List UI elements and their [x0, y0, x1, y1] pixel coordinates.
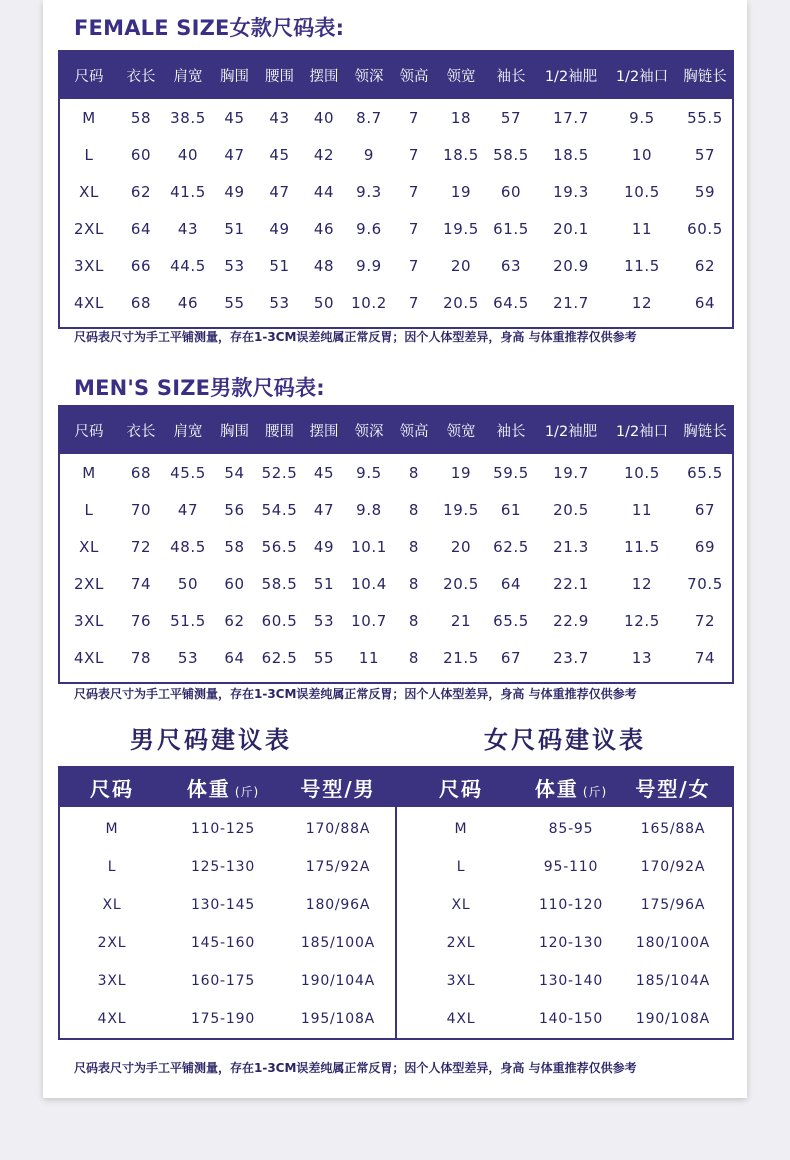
table-cell: 18.5 [553, 145, 589, 164]
table-cell: 53 [313, 611, 335, 630]
male-header-cell: 胸围 [220, 424, 249, 440]
table-cell: 165/88A [640, 821, 706, 837]
male-header-cell: 袖长 [496, 424, 526, 440]
female-recommend-header [397, 768, 732, 807]
table-cell: 64 [500, 574, 522, 593]
table-row [397, 924, 732, 962]
table-cell: 8 [408, 537, 420, 556]
table-cell: 85-95 [548, 821, 594, 837]
table-cell: 47 [177, 500, 199, 519]
table-cell: 175-190 [190, 1011, 256, 1027]
male-size-table [58, 405, 734, 684]
table-cell: 57 [694, 145, 716, 164]
table-cell: 60 [500, 182, 522, 201]
table-cell: 7 [408, 256, 420, 275]
table-cell: 10.5 [624, 182, 660, 201]
table-cell: 66 [130, 256, 152, 275]
table-cell: 4XL [74, 648, 104, 667]
table-cell: 19.7 [553, 463, 589, 482]
table-cell: 58.5 [493, 145, 529, 164]
table-cell: 51 [269, 256, 290, 275]
table-cell: 54 [224, 463, 245, 482]
table-cell: 48.5 [170, 537, 206, 556]
female-note: 尺码表尺寸为手工平铺测量，存在1-3CM误差纯属正常反胃；因个人体型差异，身高 与体重推荐仅供参考 [74, 330, 637, 344]
female-header-cell: 袖长 [496, 69, 526, 85]
table-row [60, 886, 395, 924]
table-cell: 64 [224, 648, 245, 667]
table-cell: 9 [363, 145, 375, 164]
table-cell: 40 [313, 108, 335, 127]
table-cell: 49 [269, 219, 290, 238]
table-cell: M [105, 821, 119, 837]
table-cell: 51.5 [170, 611, 206, 630]
table-cell: 70.5 [687, 574, 723, 593]
table-cell: 145-160 [190, 935, 256, 951]
table-cell: M [82, 108, 96, 127]
table-cell: 20.5 [443, 293, 479, 312]
table-cell: 8 [408, 500, 420, 519]
table-cell: 41.5 [170, 182, 206, 201]
table-cell: 51 [313, 574, 335, 593]
table-cell: 18.5 [443, 145, 479, 164]
table-cell: 185/104A [635, 973, 711, 989]
table-cell: 60.5 [261, 611, 298, 630]
table-cell: 19.5 [443, 219, 479, 238]
table-cell: 47 [269, 182, 290, 201]
table-cell: 56.5 [261, 537, 298, 556]
table-cell: 18 [450, 108, 472, 127]
table-cell: 110-125 [190, 821, 256, 837]
table-cell: 45 [269, 145, 290, 164]
table-cell: 110-120 [538, 897, 604, 913]
female-recommend-body [397, 807, 732, 1038]
table-cell: 175/92A [305, 859, 371, 875]
table-cell: 19 [450, 463, 472, 482]
table-cell: 11.5 [624, 256, 660, 275]
table-cell: 23.7 [553, 648, 589, 667]
table-cell: M [454, 821, 468, 837]
table-cell: 49 [224, 182, 245, 201]
table-cell: 45 [224, 108, 245, 127]
male-note: 尺码表尺寸为手工平铺测量，存在1-3CM误差纯属正常反胃；因个人体型差异，身高 与体重推荐仅供参考 [74, 687, 637, 701]
table-cell: 64 [694, 293, 716, 312]
table-cell: 190/108A [635, 1011, 711, 1027]
table-cell: 10.2 [351, 293, 387, 312]
table-cell: 19.3 [553, 182, 589, 201]
table-row [60, 173, 732, 210]
female-header-cell: 胸链长 [683, 69, 727, 85]
table-cell: 46 [313, 219, 335, 238]
table-cell: 11 [631, 219, 653, 238]
table-cell: 9.5 [356, 463, 382, 482]
male-header-cell: 摆围 [309, 424, 339, 440]
table-cell: 20 [450, 256, 472, 275]
female-header-cell: 领高 [399, 69, 429, 85]
table-cell: 53 [269, 293, 290, 312]
table-cell: 20.9 [553, 256, 589, 275]
table-cell: 67 [694, 500, 716, 519]
male-recommend-body [60, 807, 395, 1038]
table-cell: 78 [130, 648, 152, 667]
table-cell: 60 [224, 574, 245, 593]
table-cell: 9.5 [629, 108, 655, 127]
table-cell: XL [79, 182, 99, 201]
table-cell: 12.5 [624, 611, 660, 630]
table-cell: 46 [177, 293, 199, 312]
male-table-header [60, 407, 732, 454]
female-table-body [60, 99, 732, 327]
table-cell: 170/92A [640, 859, 706, 875]
table-cell: 20.1 [553, 219, 589, 238]
recommend-table [58, 766, 734, 1040]
table-row [60, 284, 732, 321]
table-cell: 8 [408, 611, 420, 630]
table-cell: 195/108A [300, 1011, 376, 1027]
table-cell: 9.9 [356, 256, 382, 275]
table-cell: 62 [224, 611, 245, 630]
male-header-cell: 1/2袖肥 [544, 424, 598, 440]
table-row [60, 528, 732, 565]
table-cell: 10.4 [351, 574, 387, 593]
table-cell: 65.5 [493, 611, 529, 630]
table-cell: L [456, 859, 466, 875]
table-row [60, 602, 732, 639]
male-head-weight: 体重 (斤) [186, 777, 260, 801]
table-cell: 9.8 [356, 500, 382, 519]
table-row [60, 810, 395, 848]
table-cell: 17.7 [553, 108, 589, 127]
table-cell: 3XL [74, 256, 104, 275]
table-cell: 11.5 [624, 537, 660, 556]
table-cell: 47 [224, 145, 245, 164]
table-cell: 74 [130, 574, 152, 593]
table-cell: 61 [500, 500, 522, 519]
table-cell: 20 [450, 537, 472, 556]
table-cell: 4XL [74, 293, 104, 312]
table-cell: 22.9 [553, 611, 589, 630]
table-cell: 130-140 [538, 973, 604, 989]
table-cell: 8 [408, 648, 420, 667]
table-cell: 63 [500, 256, 522, 275]
table-cell: 10.5 [624, 463, 660, 482]
table-cell: 7 [408, 108, 420, 127]
table-cell: 58 [130, 108, 152, 127]
table-cell: 10.7 [351, 611, 387, 630]
male-header-cell: 衣长 [126, 424, 156, 440]
female-head-weight: 体重 (斤) [534, 777, 608, 801]
table-cell: 44 [313, 182, 335, 201]
table-cell: 140-150 [538, 1011, 604, 1027]
table-cell: 4XL [97, 1011, 127, 1027]
table-cell: 12 [631, 574, 653, 593]
table-cell: 40 [177, 145, 199, 164]
table-cell: 55 [224, 293, 245, 312]
table-cell: 21.7 [553, 293, 589, 312]
table-cell: 49 [313, 537, 335, 556]
table-cell: 9.6 [356, 219, 382, 238]
table-cell: 62.5 [261, 648, 298, 667]
table-cell: 125-130 [190, 859, 256, 875]
table-row [60, 639, 732, 676]
table-cell: 7 [408, 145, 420, 164]
male-header-cell: 肩宽 [173, 424, 203, 440]
male-header-cell: 尺码 [74, 424, 104, 440]
female-header-cell: 胸围 [220, 69, 249, 85]
female-header-cell: 腰围 [265, 69, 294, 85]
table-cell: 8.7 [356, 108, 382, 127]
table-cell: 44.5 [170, 256, 206, 275]
table-cell: 53 [224, 256, 245, 275]
male-recommend-title: 男尺码建议表 [130, 726, 292, 754]
table-cell: 47 [313, 500, 335, 519]
table-cell: 8 [408, 463, 420, 482]
table-cell: 130-145 [190, 897, 256, 913]
table-cell: 59.5 [493, 463, 529, 482]
table-cell: 76 [130, 611, 152, 630]
table-cell: 11 [631, 500, 653, 519]
table-cell: 180/100A [635, 935, 711, 951]
table-cell: 58.5 [261, 574, 298, 593]
male-head-size: 尺码 [90, 777, 134, 801]
male-size-title: MEN'S SIZE男款尺码表: [74, 376, 325, 400]
table-cell: 22.1 [553, 574, 589, 593]
table-cell: 60.5 [687, 219, 723, 238]
table-row [60, 99, 732, 136]
female-recommend-half [395, 768, 732, 1038]
table-cell: 48 [313, 256, 335, 275]
table-cell: 65.5 [687, 463, 723, 482]
table-cell: 175/96A [640, 897, 706, 913]
recommend-note: 尺码表尺寸为手工平铺测量，存在1-3CM误差纯属正常反胃；因个人体型差异，身高 与体重推荐仅供参考 [74, 1061, 637, 1075]
table-cell: 180/96A [305, 897, 371, 913]
table-cell: 2XL [97, 935, 127, 951]
male-header-cell: 1/2袖口 [615, 424, 669, 440]
table-row [397, 1000, 732, 1038]
table-cell: 3XL [97, 973, 127, 989]
table-row [397, 886, 732, 924]
table-cell: 160-175 [190, 973, 256, 989]
female-table-header [60, 52, 732, 99]
table-cell: 9.3 [356, 182, 382, 201]
table-row [60, 848, 395, 886]
table-row [397, 848, 732, 886]
female-head-size: 尺码 [439, 777, 483, 801]
table-cell: 3XL [74, 611, 104, 630]
table-cell: 62 [130, 182, 152, 201]
table-cell: 62 [694, 256, 716, 275]
table-cell: L [84, 145, 94, 164]
table-cell: 62.5 [493, 537, 529, 556]
table-cell: 190/104A [300, 973, 376, 989]
table-cell: 55 [313, 648, 335, 667]
table-cell: 21.5 [443, 648, 479, 667]
table-cell: 55.5 [687, 108, 723, 127]
table-cell: 10 [631, 145, 653, 164]
table-cell: XL [79, 537, 99, 556]
table-cell: 12 [631, 293, 653, 312]
table-row [60, 491, 732, 528]
table-cell: XL [102, 897, 122, 913]
table-cell: 120-130 [538, 935, 604, 951]
table-row [60, 136, 732, 173]
table-cell: 61.5 [493, 219, 529, 238]
table-row [60, 565, 732, 602]
female-header-cell: 衣长 [126, 69, 156, 85]
table-cell: 42 [313, 145, 335, 164]
table-cell: 11 [358, 648, 380, 667]
male-recommend-half [60, 768, 395, 1038]
table-cell: 21.3 [553, 537, 589, 556]
table-cell: XL [451, 897, 471, 913]
table-cell: 45.5 [170, 463, 206, 482]
male-table-body [60, 454, 732, 682]
table-cell: 170/88A [305, 821, 371, 837]
table-cell: 4XL [446, 1011, 476, 1027]
table-cell: 43 [177, 219, 199, 238]
table-cell: 19 [450, 182, 472, 201]
table-cell: 43 [269, 108, 290, 127]
table-cell: 2XL [74, 219, 104, 238]
female-size-title: FEMALE SIZE女款尺码表: [74, 16, 345, 40]
female-header-cell: 摆围 [309, 69, 339, 85]
table-cell: 69 [694, 537, 716, 556]
table-cell: 7 [408, 293, 420, 312]
female-head-type: 号型/女 [635, 777, 711, 801]
table-cell: 72 [130, 537, 152, 556]
table-cell: L [84, 500, 94, 519]
table-cell: 50 [313, 293, 335, 312]
table-cell: 185/100A [300, 935, 376, 951]
table-cell: 59 [694, 182, 716, 201]
table-cell: 50 [177, 574, 199, 593]
male-recommend-header [60, 768, 395, 807]
table-cell: 51 [224, 219, 245, 238]
table-cell: 56 [224, 500, 245, 519]
table-cell: 7 [408, 182, 420, 201]
table-row [397, 810, 732, 848]
female-size-table [58, 50, 734, 329]
female-header-cell: 1/2袖肥 [544, 69, 598, 85]
table-cell: 45 [313, 463, 335, 482]
table-cell: M [82, 463, 96, 482]
table-cell: 7 [408, 219, 420, 238]
table-cell: 57 [500, 108, 522, 127]
table-cell: 38.5 [170, 108, 206, 127]
male-header-cell: 胸链长 [683, 424, 727, 440]
male-header-cell: 领宽 [446, 424, 476, 440]
table-cell: 70 [130, 500, 152, 519]
male-header-cell: 腰围 [265, 424, 294, 440]
table-cell: 64 [130, 219, 152, 238]
table-cell: 13 [631, 648, 653, 667]
table-cell: 67 [500, 648, 522, 667]
female-header-cell: 领深 [354, 69, 384, 85]
table-row [60, 454, 732, 491]
table-cell: 52.5 [261, 463, 298, 482]
table-cell: 20.5 [443, 574, 479, 593]
female-header-cell: 尺码 [74, 69, 104, 85]
table-cell: 3XL [446, 973, 476, 989]
female-header-cell: 1/2袖口 [615, 69, 669, 85]
table-cell: 2XL [446, 935, 476, 951]
table-row [60, 924, 395, 962]
table-cell: 58 [224, 537, 245, 556]
male-head-type: 号型/男 [300, 777, 376, 801]
table-row [60, 247, 732, 284]
male-header-cell: 领深 [354, 424, 384, 440]
table-cell: 64.5 [493, 293, 529, 312]
table-cell: 74 [694, 648, 716, 667]
table-cell: 68 [130, 293, 152, 312]
table-cell: 21 [450, 611, 472, 630]
female-header-cell: 领宽 [446, 69, 476, 85]
table-cell: 54.5 [261, 500, 298, 519]
table-cell: L [107, 859, 117, 875]
table-cell: 19.5 [443, 500, 479, 519]
table-cell: 60 [130, 145, 152, 164]
table-cell: 2XL [74, 574, 104, 593]
table-row [397, 962, 732, 1000]
male-header-cell: 领高 [399, 424, 429, 440]
table-cell: 72 [694, 611, 716, 630]
table-cell: 10.1 [351, 537, 387, 556]
table-cell: 68 [130, 463, 152, 482]
table-cell: 8 [408, 574, 420, 593]
table-cell: 95-110 [543, 859, 599, 875]
table-cell: 20.5 [553, 500, 589, 519]
table-row [60, 962, 395, 1000]
female-recommend-title: 女尺码建议表 [484, 726, 646, 754]
table-cell: 53 [177, 648, 199, 667]
table-row [60, 210, 732, 247]
table-row [60, 1000, 395, 1038]
female-header-cell: 肩宽 [173, 69, 203, 85]
